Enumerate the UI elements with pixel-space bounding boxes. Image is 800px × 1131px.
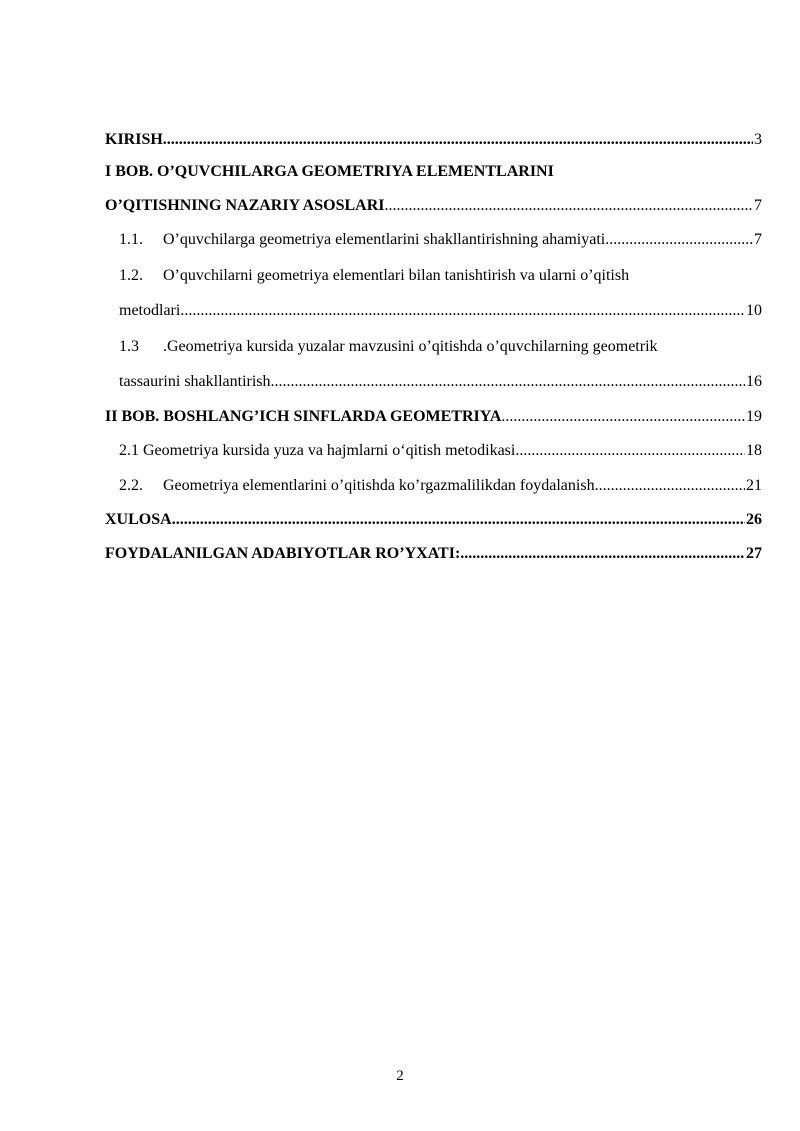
toc-entry-title: Geometriya elementlarini o’qitishda ko’rgazmalilikdan foydalanish xyxy=(163,477,595,494)
toc-leader-dots xyxy=(180,299,745,323)
toc-entry-title: II BOB. BOSHLANG’ICH SINFLARDA GEOMETRIYA xyxy=(105,408,502,425)
toc-entry-title: 2.1 Geometriya kursida yuza va hajmlarni o‘qitish metodikasi xyxy=(119,442,516,459)
toc-leader-dots xyxy=(172,508,745,532)
toc-entry-title-line2: tassaurini shakllantirish xyxy=(119,373,271,390)
toc-entry-page: 10 xyxy=(746,302,762,319)
toc-entry-1-1 xyxy=(119,228,762,252)
toc-entry-number: 1.2. xyxy=(119,267,143,284)
toc-entry-title-line2: O’QITISHNING NAZARIY ASOSLARI xyxy=(105,197,385,214)
toc-entry-page: 3 xyxy=(754,131,762,148)
toc-entry-page: 27 xyxy=(746,545,762,562)
toc-entry-page: 16 xyxy=(746,373,762,390)
toc-entry-page: 7 xyxy=(754,197,762,214)
toc-entry-1-2 xyxy=(119,264,762,323)
toc-entry-xulosa xyxy=(105,508,762,532)
page-number: 2 xyxy=(396,1068,404,1084)
toc-entry-number: 2.2. xyxy=(119,477,143,494)
toc-entry-page: 7 xyxy=(754,231,762,248)
toc-entry-number: 1.1. xyxy=(119,231,143,248)
toc-entry-title: KIRISH xyxy=(105,131,163,148)
toc-leader-dots xyxy=(384,194,753,218)
toc-entry-2-1 xyxy=(119,439,762,463)
toc-entry-title-line2: metodlari xyxy=(119,302,181,319)
toc-entry-2-2 xyxy=(119,474,762,498)
toc-leader-dots xyxy=(163,128,753,152)
toc-entry-chapter-1 xyxy=(105,160,762,218)
toc-entry-chapter-2 xyxy=(105,405,762,429)
toc-entry-page: 21 xyxy=(746,477,762,494)
toc-leader-dots xyxy=(605,228,753,252)
toc-entry-number: 1.3 xyxy=(119,338,139,355)
toc-entry-title-line1: I BOB. O’QUVCHILARGA GEOMETRIYA ELEMENTLARINI xyxy=(105,163,554,180)
toc-entry-references xyxy=(105,542,762,566)
toc-entry-title-line1: .Geometriya kursida yuzalar mavzusini o’qitishda o’quvchilarning geometrik xyxy=(163,338,658,355)
toc-entry-kirish xyxy=(105,128,762,152)
toc-entry-title: FOYDALANILGAN ADABIYOTLAR RO’YXATI: xyxy=(105,545,461,562)
toc-entry-title: O’quvchilarga geometriya elementlarini shakllantirishning ahamiyati xyxy=(163,231,606,248)
toc-entry-page: 18 xyxy=(746,442,762,459)
toc-entry-1-3 xyxy=(119,335,762,394)
toc-entry-title: XULOSA xyxy=(105,511,172,528)
toc-leader-dots xyxy=(501,405,745,429)
table-of-contents xyxy=(105,128,762,566)
toc-entry-page: 19 xyxy=(746,408,762,425)
toc-leader-dots xyxy=(595,474,745,498)
toc-leader-dots xyxy=(515,439,745,463)
toc-entry-page: 26 xyxy=(746,511,762,528)
toc-entry-title-line1: O’quvchilarni geometriya elementlari bilan tanishtirish va ularni o’qitish xyxy=(163,267,630,284)
toc-leader-dots xyxy=(460,542,745,566)
toc-leader-dots xyxy=(271,370,745,394)
